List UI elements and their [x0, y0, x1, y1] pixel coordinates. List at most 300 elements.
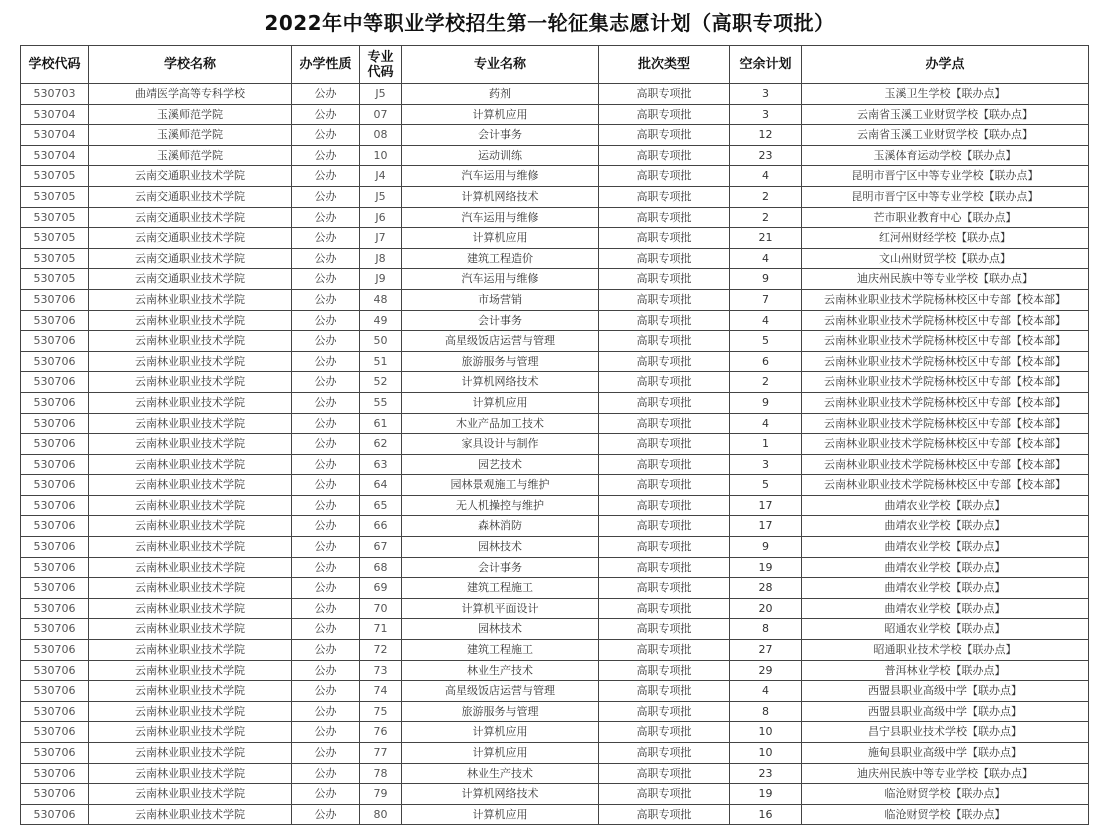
cell-nature: 公办: [292, 331, 360, 352]
cell-nature: 公办: [292, 784, 360, 805]
cell-school-name: 云南交通职业技术学院: [89, 186, 292, 207]
cell-campus: 曲靖农业学校【联办点】: [802, 598, 1089, 619]
cell-school-code: 530705: [21, 228, 89, 249]
cell-major-name: 计算机应用: [402, 104, 599, 125]
cell-vacancy: 12: [730, 125, 802, 146]
cell-school-name: 曲靖医学高等专科学校: [89, 84, 292, 105]
cell-nature: 公办: [292, 640, 360, 661]
cell-major-name: 会计事务: [402, 125, 599, 146]
cell-campus: 云南省玉溪工业财贸学校【联办点】: [802, 104, 1089, 125]
cell-major-name: 园林技术: [402, 619, 599, 640]
cell-school-code: 530706: [21, 516, 89, 537]
cell-school-name: 云南林业职业技术学院: [89, 475, 292, 496]
cell-campus: 昆明市晋宁区中等专业学校【联办点】: [802, 186, 1089, 207]
cell-major-code: J4: [360, 166, 402, 187]
cell-nature: 公办: [292, 84, 360, 105]
cell-nature: 公办: [292, 145, 360, 166]
cell-nature: 公办: [292, 475, 360, 496]
cell-school-code: 530706: [21, 475, 89, 496]
cell-nature: 公办: [292, 248, 360, 269]
cell-school-name: 云南林业职业技术学院: [89, 310, 292, 331]
cell-vacancy: 19: [730, 784, 802, 805]
cell-nature: 公办: [292, 392, 360, 413]
table-row: [21, 269, 1089, 290]
cell-batch-type: 高职专项批: [599, 537, 730, 558]
table-row: [21, 289, 1089, 310]
cell-batch-type: 高职专项批: [599, 701, 730, 722]
header-school-code: 学校代码: [21, 46, 89, 84]
cell-vacancy: 8: [730, 619, 802, 640]
enrollment-plan-table: [20, 45, 1089, 825]
cell-batch-type: 高职专项批: [599, 351, 730, 372]
cell-school-code: 530706: [21, 495, 89, 516]
cell-nature: 公办: [292, 660, 360, 681]
header-major-code-line1: 专业: [367, 49, 394, 65]
cell-major-name: 汽车运用与维修: [402, 207, 599, 228]
table-row: [21, 248, 1089, 269]
cell-batch-type: 高职专项批: [599, 495, 730, 516]
cell-nature: 公办: [292, 269, 360, 290]
table-row: [21, 784, 1089, 805]
cell-nature: 公办: [292, 351, 360, 372]
cell-school-name: 云南林业职业技术学院: [89, 516, 292, 537]
cell-batch-type: 高职专项批: [599, 619, 730, 640]
cell-nature: 公办: [292, 228, 360, 249]
cell-school-code: 530706: [21, 578, 89, 599]
cell-school-name: 云南林业职业技术学院: [89, 413, 292, 434]
cell-school-code: 530706: [21, 722, 89, 743]
cell-school-name: 云南交通职业技术学院: [89, 228, 292, 249]
cell-nature: 公办: [292, 310, 360, 331]
cell-school-code: 530706: [21, 681, 89, 702]
cell-school-code: 530703: [21, 84, 89, 105]
cell-campus: 迪庆州民族中等专业学校【联办点】: [802, 763, 1089, 784]
cell-campus: 云南林业职业技术学院杨林校区中专部【校本部】: [802, 413, 1089, 434]
header-major-name: 专业名称: [402, 46, 599, 84]
cell-vacancy: 10: [730, 743, 802, 764]
cell-school-code: 530705: [21, 269, 89, 290]
cell-campus: 云南林业职业技术学院杨林校区中专部【校本部】: [802, 310, 1089, 331]
cell-nature: 公办: [292, 166, 360, 187]
cell-school-name: 云南交通职业技术学院: [89, 207, 292, 228]
cell-major-name: 计算机应用: [402, 228, 599, 249]
cell-school-name: 云南林业职业技术学院: [89, 619, 292, 640]
header-school-name: 学校名称: [89, 46, 292, 84]
cell-school-name: 云南交通职业技术学院: [89, 269, 292, 290]
cell-major-name: 计算机网络技术: [402, 372, 599, 393]
cell-batch-type: 高职专项批: [599, 681, 730, 702]
cell-campus: 云南林业职业技术学院杨林校区中专部【校本部】: [802, 331, 1089, 352]
cell-school-code: 530706: [21, 310, 89, 331]
cell-major-code: 61: [360, 413, 402, 434]
cell-school-code: 530706: [21, 351, 89, 372]
cell-batch-type: 高职专项批: [599, 660, 730, 681]
table-row: [21, 495, 1089, 516]
table-row: [21, 413, 1089, 434]
cell-major-code: 73: [360, 660, 402, 681]
cell-vacancy: 9: [730, 392, 802, 413]
table-row: [21, 660, 1089, 681]
table-row: [21, 228, 1089, 249]
cell-major-name: 建筑工程造价: [402, 248, 599, 269]
table-row: [21, 372, 1089, 393]
cell-campus: 昭通农业学校【联办点】: [802, 619, 1089, 640]
cell-school-code: 530706: [21, 331, 89, 352]
cell-nature: 公办: [292, 207, 360, 228]
cell-major-code: 52: [360, 372, 402, 393]
cell-vacancy: 4: [730, 248, 802, 269]
cell-campus: 芒市职业教育中心【联办点】: [802, 207, 1089, 228]
cell-nature: 公办: [292, 557, 360, 578]
cell-major-code: J5: [360, 84, 402, 105]
cell-school-code: 530706: [21, 434, 89, 455]
cell-major-name: 计算机平面设计: [402, 598, 599, 619]
cell-major-code: 64: [360, 475, 402, 496]
cell-batch-type: 高职专项批: [599, 475, 730, 496]
cell-batch-type: 高职专项批: [599, 166, 730, 187]
cell-batch-type: 高职专项批: [599, 722, 730, 743]
cell-batch-type: 高职专项批: [599, 392, 730, 413]
cell-major-name: 旅游服务与管理: [402, 701, 599, 722]
cell-school-code: 530706: [21, 804, 89, 825]
cell-batch-type: 高职专项批: [599, 145, 730, 166]
cell-vacancy: 2: [730, 372, 802, 393]
cell-vacancy: 5: [730, 331, 802, 352]
cell-major-name: 市场营销: [402, 289, 599, 310]
table-row: [21, 578, 1089, 599]
cell-major-code: 07: [360, 104, 402, 125]
cell-school-code: 530706: [21, 454, 89, 475]
cell-nature: 公办: [292, 804, 360, 825]
cell-batch-type: 高职专项批: [599, 804, 730, 825]
cell-vacancy: 2: [730, 186, 802, 207]
cell-vacancy: 4: [730, 166, 802, 187]
cell-batch-type: 高职专项批: [599, 186, 730, 207]
cell-school-code: 530704: [21, 145, 89, 166]
cell-major-name: 汽车运用与维修: [402, 269, 599, 290]
cell-major-name: 园艺技术: [402, 454, 599, 475]
cell-major-code: 08: [360, 125, 402, 146]
cell-vacancy: 5: [730, 475, 802, 496]
cell-school-name: 云南林业职业技术学院: [89, 392, 292, 413]
cell-major-name: 运动训练: [402, 145, 599, 166]
table-row: [21, 701, 1089, 722]
cell-campus: 云南林业职业技术学院杨林校区中专部【校本部】: [802, 434, 1089, 455]
table-row: [21, 310, 1089, 331]
cell-school-code: 530705: [21, 207, 89, 228]
cell-school-name: 云南林业职业技术学院: [89, 743, 292, 764]
table-row: [21, 166, 1089, 187]
cell-batch-type: 高职专项批: [599, 269, 730, 290]
cell-vacancy: 23: [730, 145, 802, 166]
cell-major-code: 10: [360, 145, 402, 166]
cell-vacancy: 7: [730, 289, 802, 310]
cell-vacancy: 4: [730, 413, 802, 434]
cell-batch-type: 高职专项批: [599, 743, 730, 764]
table-row: [21, 516, 1089, 537]
cell-batch-type: 高职专项批: [599, 640, 730, 661]
cell-major-name: 林业生产技术: [402, 660, 599, 681]
cell-batch-type: 高职专项批: [599, 125, 730, 146]
cell-campus: 云南省玉溪工业财贸学校【联办点】: [802, 125, 1089, 146]
table-row: [21, 681, 1089, 702]
cell-vacancy: 16: [730, 804, 802, 825]
cell-nature: 公办: [292, 763, 360, 784]
cell-school-name: 云南林业职业技术学院: [89, 701, 292, 722]
cell-school-name: 玉溪师范学院: [89, 125, 292, 146]
cell-school-name: 玉溪师范学院: [89, 104, 292, 125]
cell-major-name: 高星级饭店运营与管理: [402, 331, 599, 352]
cell-major-code: 76: [360, 722, 402, 743]
cell-school-name: 云南林业职业技术学院: [89, 681, 292, 702]
cell-campus: 西盟县职业高级中学【联办点】: [802, 681, 1089, 702]
cell-vacancy: 17: [730, 516, 802, 537]
table-row: [21, 104, 1089, 125]
cell-nature: 公办: [292, 578, 360, 599]
cell-campus: 玉溪卫生学校【联办点】: [802, 84, 1089, 105]
cell-batch-type: 高职专项批: [599, 557, 730, 578]
cell-campus: 文山州财贸学校【联办点】: [802, 248, 1089, 269]
cell-vacancy: 9: [730, 537, 802, 558]
cell-major-name: 计算机网络技术: [402, 784, 599, 805]
cell-nature: 公办: [292, 722, 360, 743]
cell-campus: 云南林业职业技术学院杨林校区中专部【校本部】: [802, 372, 1089, 393]
cell-campus: 曲靖农业学校【联办点】: [802, 495, 1089, 516]
cell-major-code: 48: [360, 289, 402, 310]
cell-major-code: 75: [360, 701, 402, 722]
cell-campus: 施甸县职业高级中学【联办点】: [802, 743, 1089, 764]
cell-vacancy: 20: [730, 598, 802, 619]
cell-campus: 玉溪体育运动学校【联办点】: [802, 145, 1089, 166]
cell-vacancy: 21: [730, 228, 802, 249]
cell-campus: 曲靖农业学校【联办点】: [802, 578, 1089, 599]
cell-batch-type: 高职专项批: [599, 578, 730, 599]
cell-major-code: 78: [360, 763, 402, 784]
cell-major-name: 建筑工程施工: [402, 640, 599, 661]
cell-nature: 公办: [292, 186, 360, 207]
cell-batch-type: 高职专项批: [599, 84, 730, 105]
cell-vacancy: 6: [730, 351, 802, 372]
cell-nature: 公办: [292, 537, 360, 558]
cell-campus: 昭通职业技术学校【联办点】: [802, 640, 1089, 661]
cell-campus: 云南林业职业技术学院杨林校区中专部【校本部】: [802, 289, 1089, 310]
cell-batch-type: 高职专项批: [599, 434, 730, 455]
cell-major-code: J9: [360, 269, 402, 290]
cell-major-code: 80: [360, 804, 402, 825]
cell-major-name: 计算机应用: [402, 743, 599, 764]
cell-batch-type: 高职专项批: [599, 372, 730, 393]
cell-major-code: J5: [360, 186, 402, 207]
header-major-code: [360, 46, 402, 84]
table-header-row: [21, 46, 1089, 84]
cell-school-code: 530704: [21, 104, 89, 125]
cell-school-code: 530704: [21, 125, 89, 146]
cell-major-name: 园林技术: [402, 537, 599, 558]
cell-vacancy: 3: [730, 84, 802, 105]
table-row: [21, 392, 1089, 413]
table-row: [21, 331, 1089, 352]
table-row: [21, 537, 1089, 558]
cell-batch-type: 高职专项批: [599, 598, 730, 619]
cell-major-name: 无人机操控与维护: [402, 495, 599, 516]
cell-major-code: 69: [360, 578, 402, 599]
cell-major-name: 旅游服务与管理: [402, 351, 599, 372]
cell-campus: 曲靖农业学校【联办点】: [802, 537, 1089, 558]
cell-batch-type: 高职专项批: [599, 310, 730, 331]
cell-major-name: 森林消防: [402, 516, 599, 537]
cell-vacancy: 8: [730, 701, 802, 722]
cell-campus: 曲靖农业学校【联办点】: [802, 516, 1089, 537]
cell-major-code: 74: [360, 681, 402, 702]
cell-school-name: 云南交通职业技术学院: [89, 248, 292, 269]
table-row: [21, 743, 1089, 764]
header-vacancy: 空余计划: [730, 46, 802, 84]
cell-major-code: 68: [360, 557, 402, 578]
page-title: 2022年中等职业学校招生第一轮征集志愿计划（高职专项批）: [264, 11, 835, 35]
cell-school-code: 530706: [21, 372, 89, 393]
cell-batch-type: 高职专项批: [599, 454, 730, 475]
table-row: [21, 84, 1089, 105]
cell-batch-type: 高职专项批: [599, 763, 730, 784]
table-row: [21, 125, 1089, 146]
cell-campus: 云南林业职业技术学院杨林校区中专部【校本部】: [802, 454, 1089, 475]
cell-school-code: 530706: [21, 619, 89, 640]
table-row: [21, 598, 1089, 619]
cell-major-code: 63: [360, 454, 402, 475]
cell-school-code: 530706: [21, 537, 89, 558]
cell-school-code: 530705: [21, 166, 89, 187]
cell-nature: 公办: [292, 516, 360, 537]
cell-major-code: 79: [360, 784, 402, 805]
cell-major-code: 51: [360, 351, 402, 372]
cell-major-name: 计算机应用: [402, 804, 599, 825]
header-nature: 办学性质: [292, 46, 360, 84]
cell-campus: 昆明市晋宁区中等专业学校【联办点】: [802, 166, 1089, 187]
table-row: [21, 619, 1089, 640]
cell-nature: 公办: [292, 743, 360, 764]
cell-batch-type: 高职专项批: [599, 331, 730, 352]
cell-major-code: 62: [360, 434, 402, 455]
cell-nature: 公办: [292, 289, 360, 310]
cell-school-name: 玉溪师范学院: [89, 145, 292, 166]
cell-batch-type: 高职专项批: [599, 207, 730, 228]
cell-vacancy: 10: [730, 722, 802, 743]
cell-major-code: 55: [360, 392, 402, 413]
cell-school-name: 云南林业职业技术学院: [89, 372, 292, 393]
header-major-code-line2: 代码: [367, 64, 394, 80]
table-row: [21, 351, 1089, 372]
cell-vacancy: 1: [730, 434, 802, 455]
cell-vacancy: 19: [730, 557, 802, 578]
cell-batch-type: 高职专项批: [599, 248, 730, 269]
cell-campus: 昌宁县职业技术学校【联办点】: [802, 722, 1089, 743]
cell-school-name: 云南林业职业技术学院: [89, 722, 292, 743]
cell-school-name: 云南林业职业技术学院: [89, 598, 292, 619]
cell-nature: 公办: [292, 372, 360, 393]
table-row: [21, 722, 1089, 743]
cell-school-name: 云南林业职业技术学院: [89, 289, 292, 310]
cell-nature: 公办: [292, 125, 360, 146]
header-campus: 办学点: [802, 46, 1089, 84]
cell-major-code: 66: [360, 516, 402, 537]
cell-school-name: 云南林业职业技术学院: [89, 331, 292, 352]
cell-major-name: 计算机应用: [402, 392, 599, 413]
table-row: [21, 557, 1089, 578]
cell-major-code: 71: [360, 619, 402, 640]
cell-campus: 普洱林业学校【联办点】: [802, 660, 1089, 681]
cell-vacancy: 17: [730, 495, 802, 516]
cell-batch-type: 高职专项批: [599, 104, 730, 125]
cell-campus: 云南林业职业技术学院杨林校区中专部【校本部】: [802, 351, 1089, 372]
cell-vacancy: 27: [730, 640, 802, 661]
cell-school-code: 530706: [21, 763, 89, 784]
cell-vacancy: 23: [730, 763, 802, 784]
table-row: [21, 434, 1089, 455]
cell-campus: 迪庆州民族中等专业学校【联办点】: [802, 269, 1089, 290]
cell-major-name: 木业产品加工技术: [402, 413, 599, 434]
cell-major-code: 70: [360, 598, 402, 619]
cell-campus: 西盟县职业高级中学【联办点】: [802, 701, 1089, 722]
table-row: [21, 207, 1089, 228]
cell-major-name: 汽车运用与维修: [402, 166, 599, 187]
cell-school-code: 530705: [21, 248, 89, 269]
cell-school-code: 530706: [21, 743, 89, 764]
cell-school-code: 530706: [21, 392, 89, 413]
cell-school-name: 云南林业职业技术学院: [89, 537, 292, 558]
cell-batch-type: 高职专项批: [599, 516, 730, 537]
cell-vacancy: 28: [730, 578, 802, 599]
table-row: [21, 186, 1089, 207]
cell-major-code: 65: [360, 495, 402, 516]
cell-school-name: 云南林业职业技术学院: [89, 578, 292, 599]
table-row: [21, 454, 1089, 475]
cell-major-code: J8: [360, 248, 402, 269]
cell-nature: 公办: [292, 681, 360, 702]
cell-school-name: 云南林业职业技术学院: [89, 434, 292, 455]
cell-nature: 公办: [292, 619, 360, 640]
cell-nature: 公办: [292, 495, 360, 516]
cell-major-name: 家具设计与制作: [402, 434, 599, 455]
cell-batch-type: 高职专项批: [599, 228, 730, 249]
table-row: [21, 804, 1089, 825]
cell-major-code: 67: [360, 537, 402, 558]
table-row: [21, 763, 1089, 784]
cell-vacancy: 3: [730, 454, 802, 475]
cell-school-name: 云南林业职业技术学院: [89, 351, 292, 372]
cell-vacancy: 2: [730, 207, 802, 228]
cell-vacancy: 9: [730, 269, 802, 290]
cell-campus: 红河州财经学校【联办点】: [802, 228, 1089, 249]
cell-campus: 临沧财贸学校【联办点】: [802, 784, 1089, 805]
cell-major-name: 计算机网络技术: [402, 186, 599, 207]
cell-school-code: 530706: [21, 289, 89, 310]
cell-major-code: 72: [360, 640, 402, 661]
cell-school-code: 530706: [21, 660, 89, 681]
table-row: [21, 145, 1089, 166]
cell-major-name: 会计事务: [402, 557, 599, 578]
cell-school-name: 云南林业职业技术学院: [89, 804, 292, 825]
cell-school-name: 云南林业职业技术学院: [89, 763, 292, 784]
cell-major-code: 77: [360, 743, 402, 764]
cell-major-name: 高星级饭店运营与管理: [402, 681, 599, 702]
header-batch-type: 批次类型: [599, 46, 730, 84]
table-row: [21, 475, 1089, 496]
cell-major-name: 建筑工程施工: [402, 578, 599, 599]
cell-school-code: 530706: [21, 640, 89, 661]
cell-major-name: 林业生产技术: [402, 763, 599, 784]
cell-nature: 公办: [292, 598, 360, 619]
cell-nature: 公办: [292, 701, 360, 722]
